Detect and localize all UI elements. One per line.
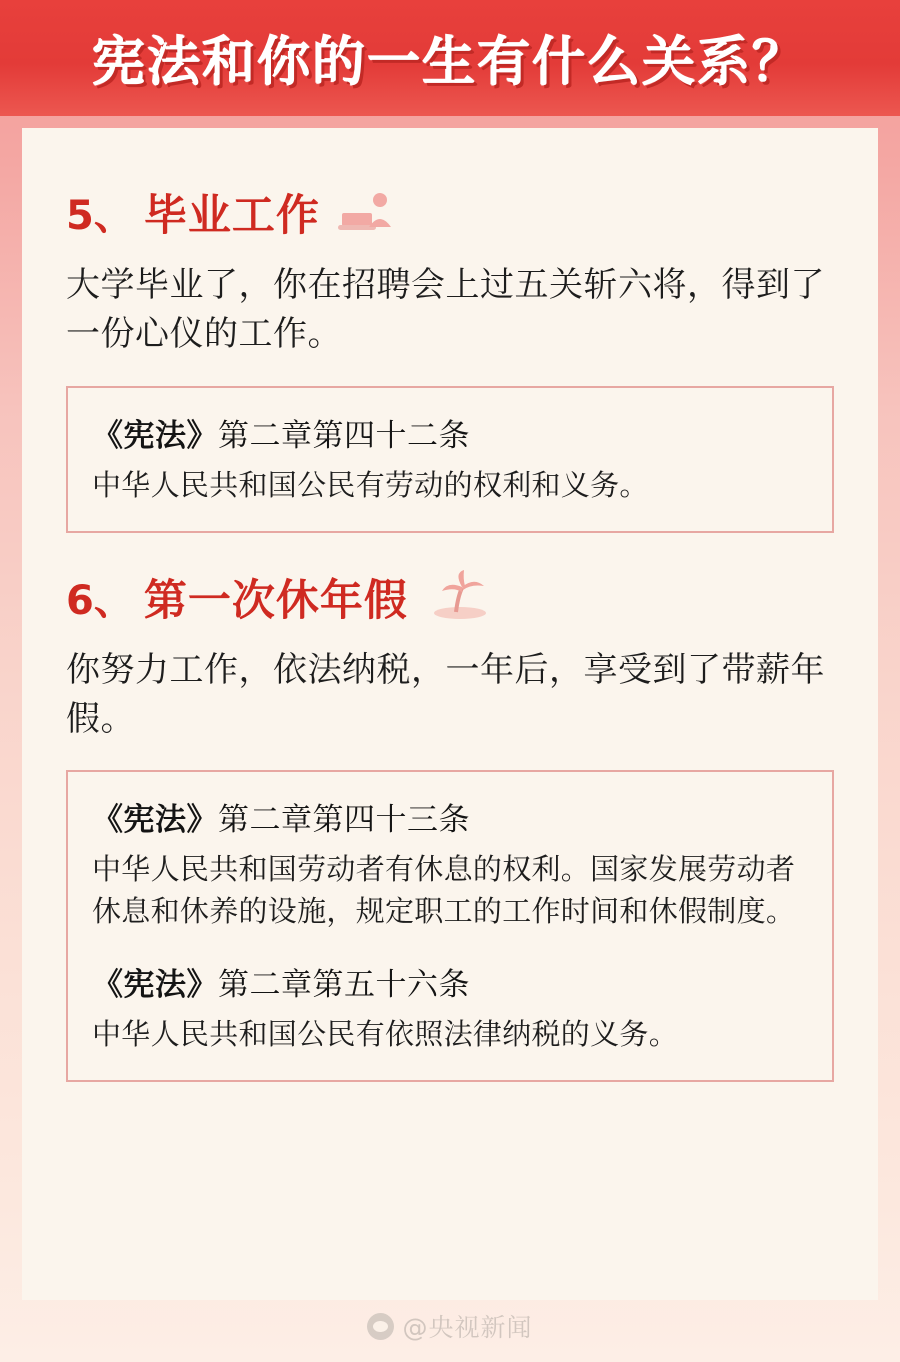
law-title-bold: 《宪法》 <box>92 417 218 453</box>
law-body: 中华人民共和国劳动者有休息的权利。国家发展劳动者休息和休养的设施，规定职工的工作时间和休假制度。 <box>92 854 796 929</box>
law-title-bold: 《宪法》 <box>92 967 218 1003</box>
section-5-law-box <box>66 386 834 533</box>
law-title-rest: 第二章第四十二条 <box>218 417 470 453</box>
section-5-title: 毕业工作 <box>143 191 320 241</box>
law-body: 中华人民共和国公民有依照法律纳税的义务。 <box>92 1019 679 1052</box>
watermark-text: @央视新闻 <box>402 1313 533 1342</box>
page-title: 宪法和你的一生有什么关系？ <box>92 32 808 93</box>
weibo-icon <box>367 1313 394 1340</box>
section-5-number: 5、 <box>66 193 134 239</box>
section-5-text: 大学毕业了，你在招聘会上过五关斩六将，得到了一份心仪的工作。 <box>66 267 825 354</box>
palm-tree-icon <box>426 570 490 624</box>
law-title <box>92 959 808 1004</box>
law-title-rest: 第二章第五十六条 <box>218 967 470 1003</box>
section-5 <box>66 182 834 533</box>
law-title <box>92 410 808 455</box>
laptop-person-icon <box>338 189 394 237</box>
section-5-heading <box>66 182 834 243</box>
law-title-rest: 第二章第四十三条 <box>218 802 470 838</box>
section-6-heading <box>66 567 834 628</box>
top-banner <box>0 0 900 116</box>
content-card <box>22 128 878 1300</box>
law-title <box>92 794 808 839</box>
footer-watermark <box>0 1308 900 1344</box>
section-6-text: 你努力工作，依法纳税，一年后，享受到了带薪年假。 <box>66 651 825 738</box>
law-body: 中华人民共和国公民有劳动的权利和义务。 <box>92 469 649 502</box>
section-6-title: 第一次休年假 <box>143 575 408 626</box>
law-title-bold: 《宪法》 <box>92 802 218 838</box>
section-6-law-box <box>66 770 834 1082</box>
section-6-number: 6、 <box>66 577 134 624</box>
section-6 <box>66 567 834 1083</box>
